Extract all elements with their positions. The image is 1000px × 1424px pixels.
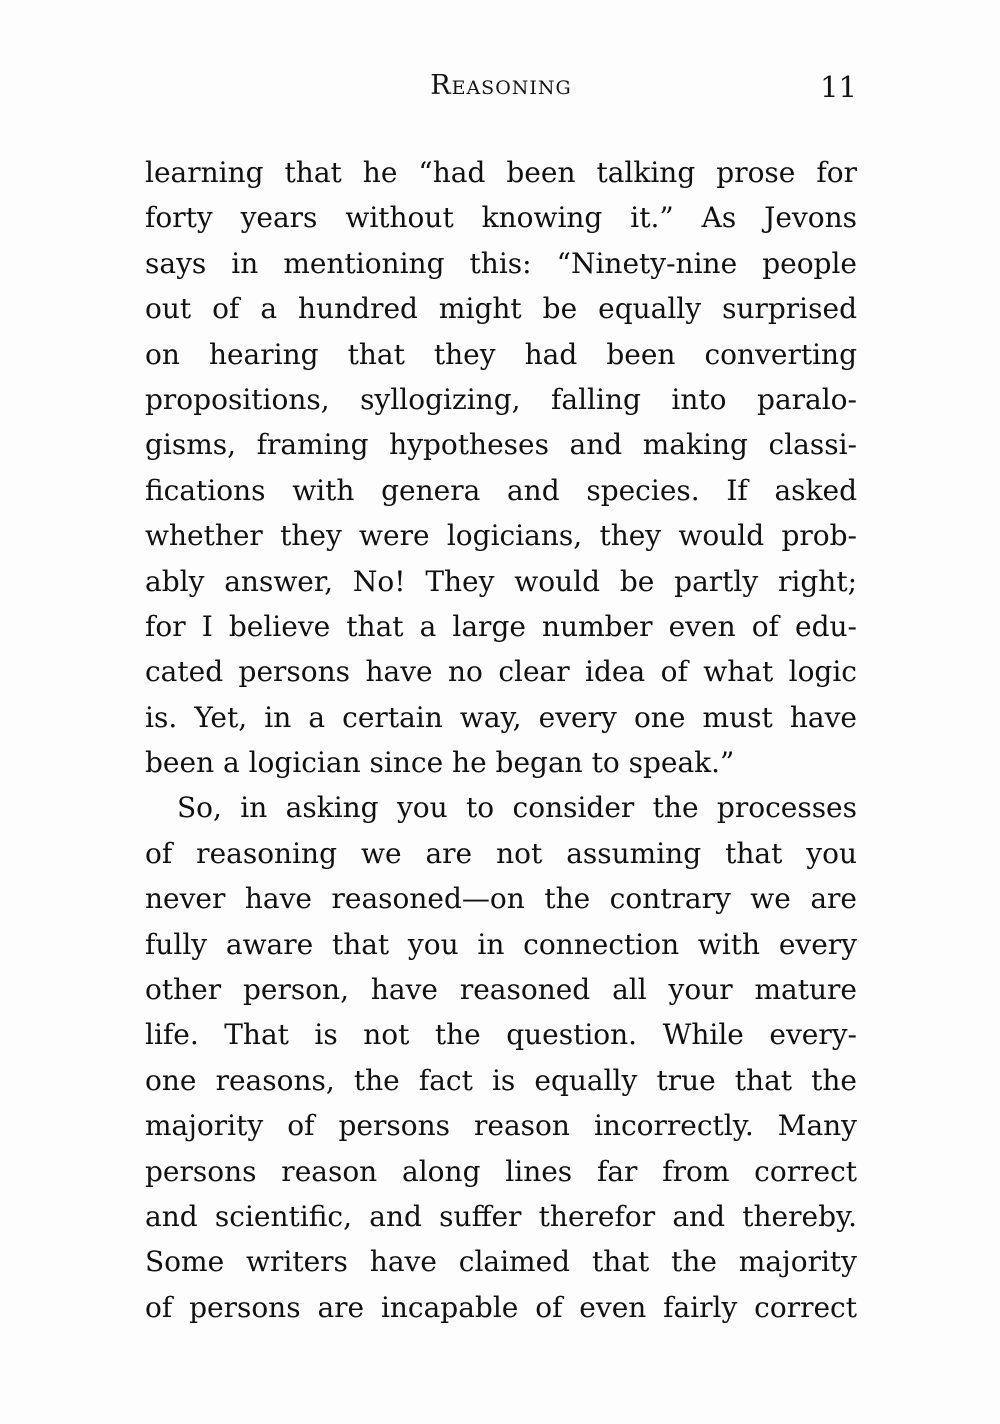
page-number: 11 xyxy=(820,70,857,104)
text-line: of reasoning we are not assuming that you xyxy=(145,836,857,870)
text-line: one reasons, the fact is equally true that the xyxy=(145,1063,857,1097)
text-line: on hearing that they had been converting xyxy=(145,337,857,371)
text-line: Some writers have claimed that the majority xyxy=(145,1245,857,1279)
text-line: for I believe that a large number even of edu- xyxy=(145,609,857,643)
text-line: majority of persons reason incorrectly. Many xyxy=(145,1109,857,1143)
body-text xyxy=(145,150,857,1330)
text-line: whether they were logicians, they would prob- xyxy=(145,519,857,553)
text-line: never have reasoned—on the contrary we are xyxy=(145,882,857,916)
running-title: Reasoning xyxy=(430,70,572,101)
text-line: ably answer, No! They would be partly right; xyxy=(145,564,857,598)
text-line: forty years without knowing it.” As Jevons xyxy=(145,201,857,235)
paragraph-end-line: been a logician since he began to speak.” xyxy=(145,746,735,780)
text-line: says in mentioning this: “Ninety-nine people xyxy=(145,246,857,280)
text-line: fications with genera and species. If asked xyxy=(145,473,857,507)
text-line: cated persons have no clear idea of what logic xyxy=(145,655,857,689)
page-header xyxy=(145,70,857,114)
text-line: life. That is not the question. While every- xyxy=(145,1018,857,1052)
text-line: out of a hundred might be equally surprised xyxy=(145,292,857,326)
text-line: other person, have reasoned all your mature xyxy=(145,973,857,1007)
text-line: propositions, syllogizing, falling into paralo- xyxy=(145,382,857,416)
text-line: persons reason along lines far from correct xyxy=(145,1154,857,1188)
text-line: fully aware that you in connection with every xyxy=(145,927,857,961)
text-line: learning that he “had been talking prose for xyxy=(145,156,857,189)
text-line: of persons are incapable of even fairly correct xyxy=(145,1290,857,1324)
paragraph-first-line: So, in asking you to consider the processes xyxy=(177,791,857,825)
text-line: and scientific, and suffer therefor and thereby. xyxy=(145,1199,857,1233)
text-line: is. Yet, in a certain way, every one must have xyxy=(145,700,857,734)
text-line: gisms, framing hypotheses and making classi- xyxy=(145,428,857,462)
